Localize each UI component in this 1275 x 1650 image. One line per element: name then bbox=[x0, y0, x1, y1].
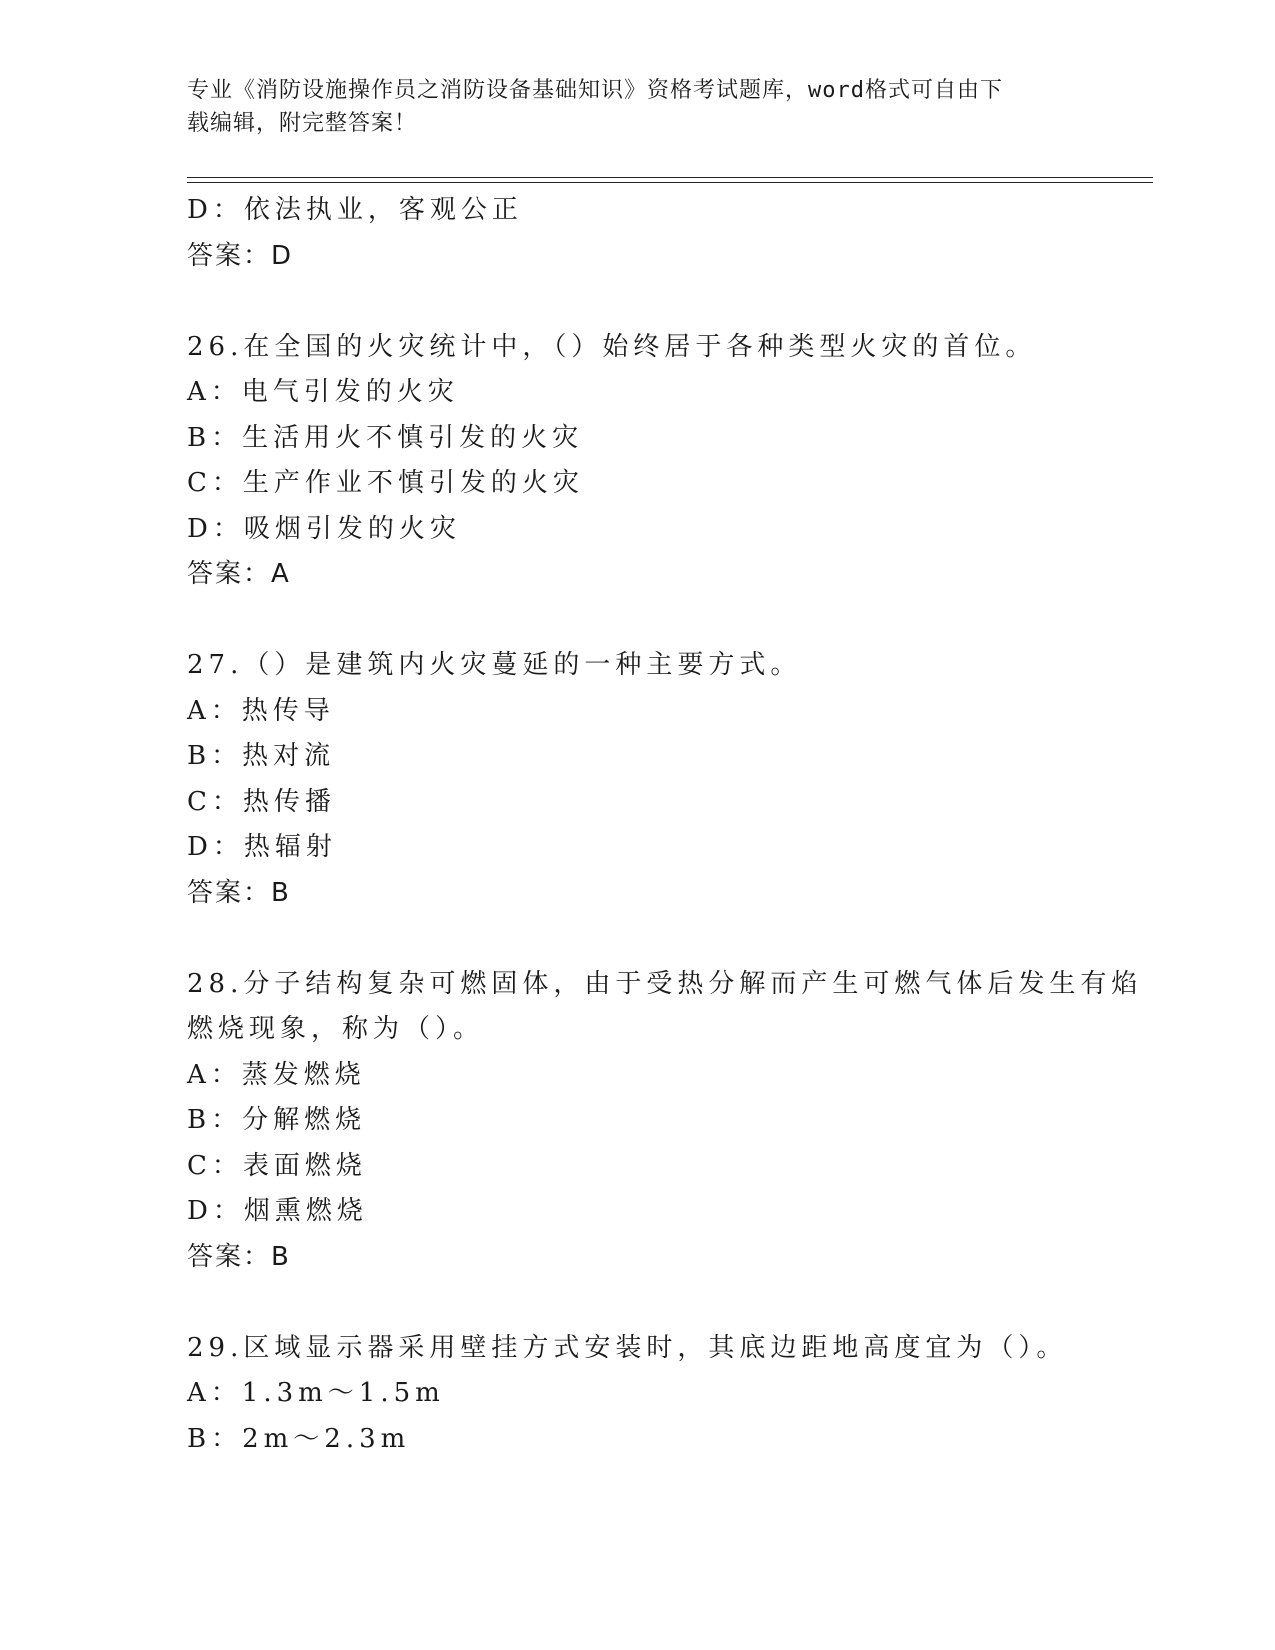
header-rule-bottom bbox=[187, 182, 1153, 183]
answer-line: 答案：D bbox=[187, 240, 294, 271]
spacer bbox=[187, 1280, 1087, 1326]
option-b: B：热对流 bbox=[187, 741, 336, 771]
question-26 bbox=[187, 325, 1087, 598]
question-28 bbox=[187, 962, 1143, 1281]
spacer bbox=[187, 598, 1087, 644]
question-content bbox=[187, 188, 1143, 1462]
option-a: A：热传导 bbox=[187, 695, 335, 726]
option-d: D：吸烟引发的火灾 bbox=[187, 513, 461, 544]
option-c: C：热传播 bbox=[187, 786, 336, 817]
header-line-1: 专业《消防设施操作员之消防设备基础知识》资格考试题库，word格式可自由下 bbox=[187, 78, 1003, 103]
answer-line: 答案：A bbox=[187, 559, 291, 589]
option-d: D：依法执业，客观公正 bbox=[187, 195, 523, 225]
question-27 bbox=[187, 643, 1087, 916]
option-d: D：热辐射 bbox=[187, 832, 337, 862]
spacer bbox=[187, 279, 1087, 325]
option-b: B：2m～2.3m bbox=[187, 1423, 411, 1454]
option-c: C：表面燃烧 bbox=[187, 1150, 367, 1181]
option-a: A：1.3m～1.5m bbox=[187, 1378, 445, 1408]
question-stem-line-2: 燃烧现象，称为（）。 bbox=[187, 1014, 485, 1044]
option-b: B：分解燃烧 bbox=[187, 1105, 367, 1135]
spacer bbox=[187, 916, 1087, 962]
page-header bbox=[187, 74, 1067, 140]
question-stem: 26.在全国的火灾统计中，（）始终居于各种类型火灾的首位。 bbox=[187, 331, 1037, 362]
option-a: A：电气引发的火灾 bbox=[187, 377, 459, 407]
header-line-2: 载编辑，附完整答案！ bbox=[187, 111, 418, 136]
option-b: B：生活用火不慎引发的火灾 bbox=[187, 422, 584, 453]
question-stem: 29.区域显示器采用壁挂方式安装时，其底边距地高度宜为（）。 bbox=[187, 1332, 1068, 1363]
answer-line: 答案：B bbox=[187, 877, 291, 908]
option-c: C：生产作业不慎引发的火灾 bbox=[187, 468, 584, 498]
question-stem-line-1: 28.分子结构复杂可燃固体，由于受热分解而产生可燃气体后发生有焰 bbox=[187, 968, 1143, 999]
option-d: D：烟熏燃烧 bbox=[187, 1196, 368, 1226]
carryover-block bbox=[187, 188, 1087, 279]
question-stem: 27.（）是建筑内火灾蔓延的一种主要方式。 bbox=[187, 650, 802, 680]
answer-line: 答案：B bbox=[187, 1241, 291, 1272]
option-a: A：蒸发燃烧 bbox=[187, 1059, 366, 1090]
header-rule-top bbox=[187, 177, 1153, 178]
question-29 bbox=[187, 1326, 1087, 1463]
